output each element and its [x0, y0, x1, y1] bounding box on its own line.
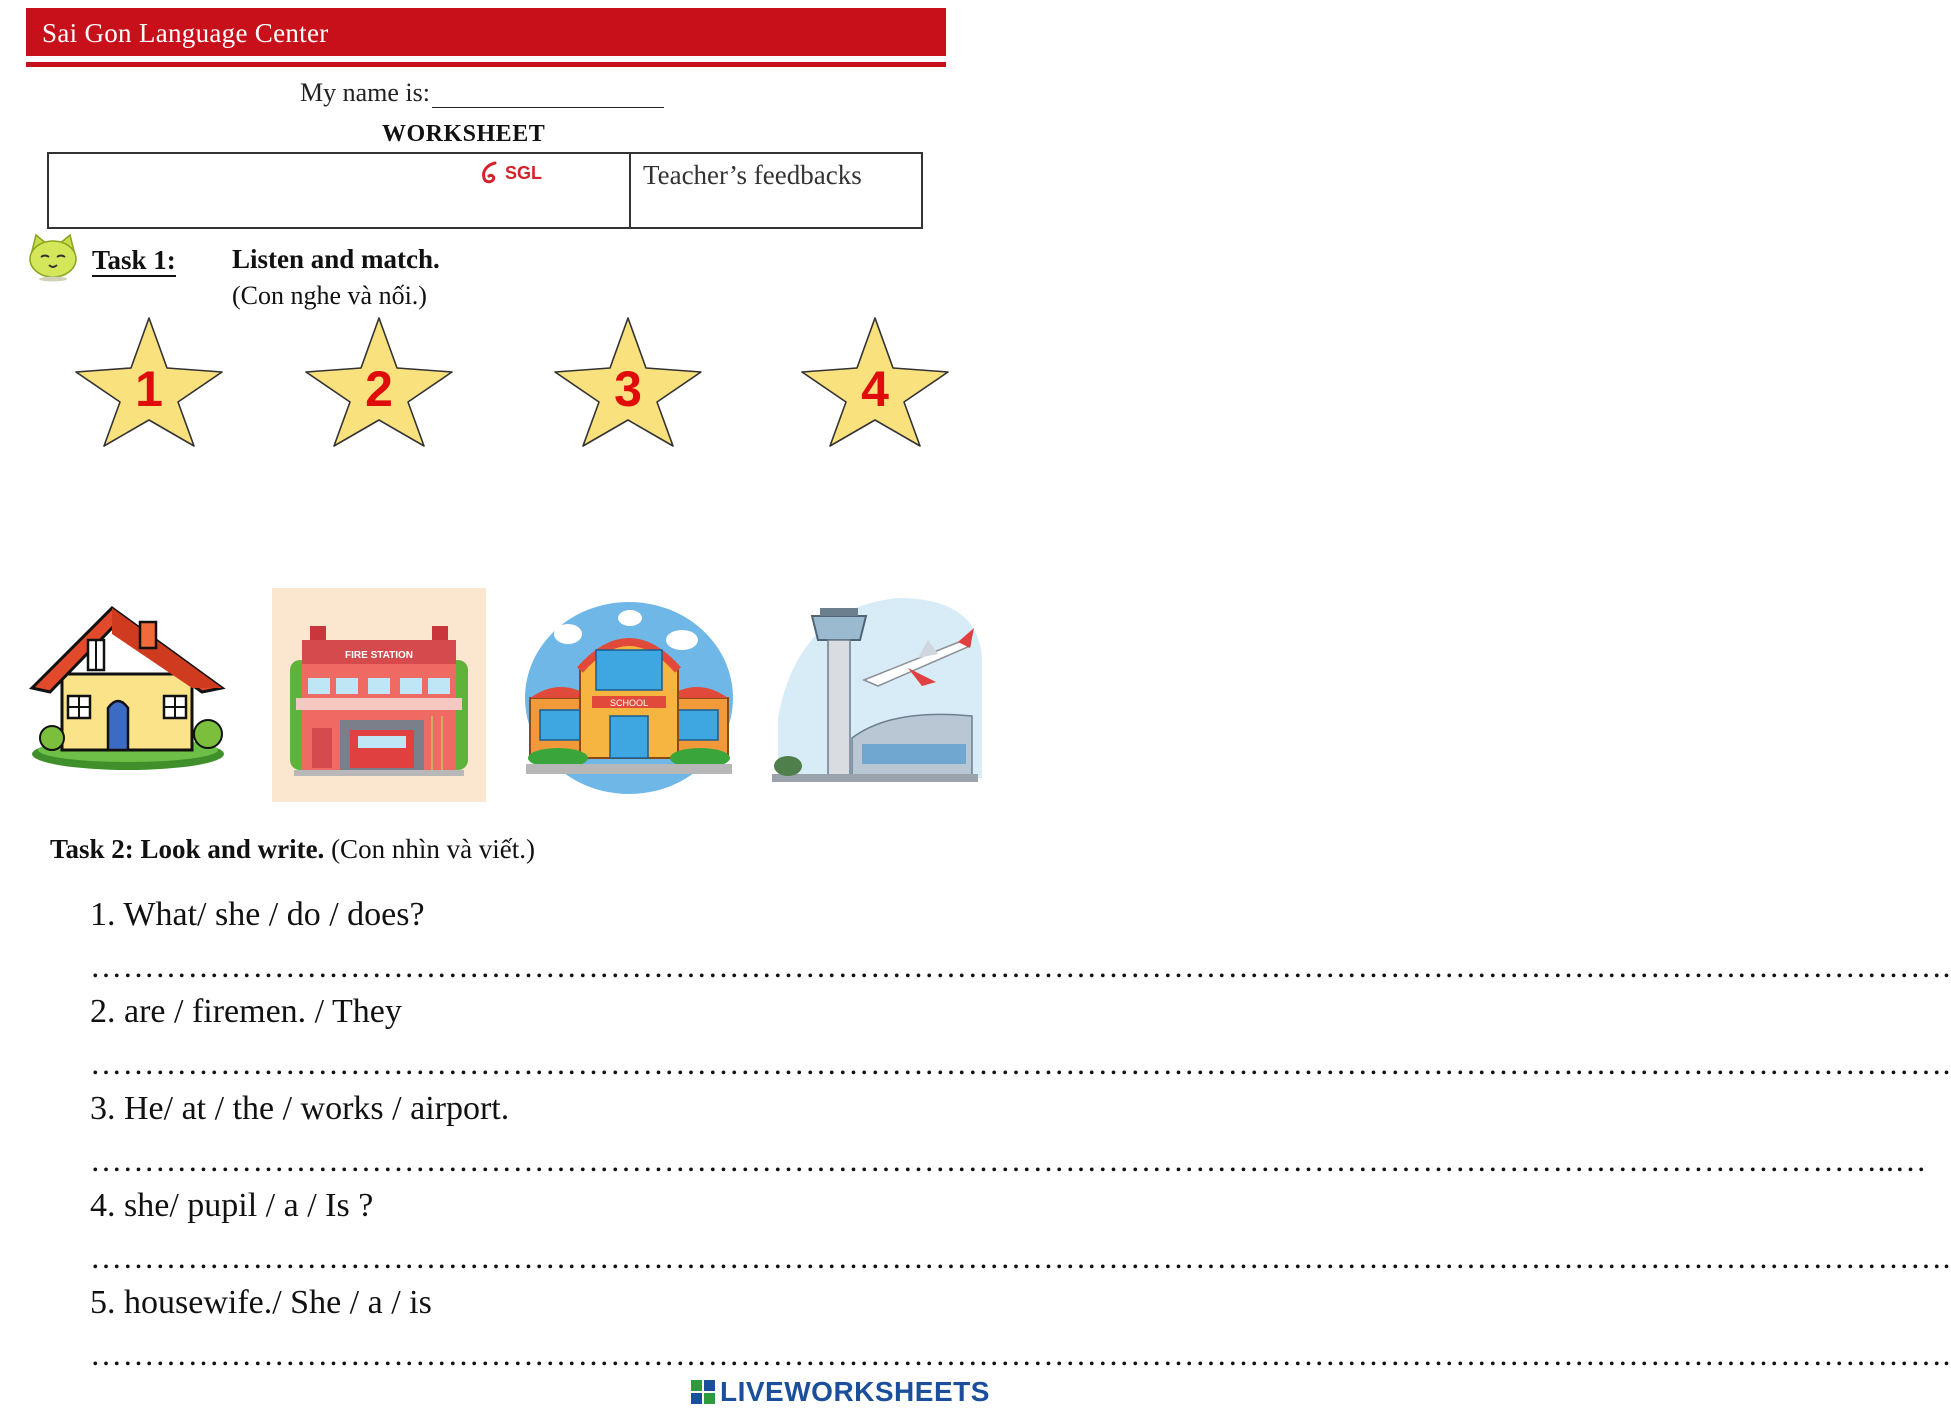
answer-line-2: ……………………………………………………………………………………………………………………………………………………….: [90, 1045, 1951, 1081]
header-banner: [26, 8, 946, 56]
question-2: 2. are / firemen. / They: [90, 993, 402, 1030]
star-target-2[interactable]: [304, 316, 454, 448]
answer-line-3: …………………………………………………………………………………………………………………………………………………..…: [90, 1142, 1927, 1178]
box-divider: [629, 154, 631, 227]
sgl-logo: [479, 160, 542, 186]
liveworksheets-logo-icon: [690, 1379, 716, 1405]
airport-picture[interactable]: [768, 588, 982, 802]
star-number: 2: [365, 361, 393, 417]
answer-line-1: ……………………………………………………………………………………………………………………………………………………….: [90, 948, 1951, 984]
answer-input-4[interactable]: [90, 1241, 830, 1270]
question-3: 3. He/ at / the / works / airport.: [90, 1090, 510, 1127]
task2-instruction-vi: (Con nhìn và viết.): [331, 834, 536, 864]
info-box: [47, 152, 923, 229]
logo-text: SGL: [505, 162, 543, 183]
task2-label: Task 2: Look and write.: [50, 834, 325, 864]
liveworksheets-text: LIVEWORKSHEETS: [720, 1376, 990, 1407]
task1-label: Task 1:: [92, 245, 176, 275]
task2-heading: [50, 834, 535, 865]
school-picture[interactable]: [522, 588, 736, 802]
task1-instruction-vi: (Con nghe và nối.): [232, 281, 427, 310]
answer-line-4: ……………………………………………………………………………………………………………………………………………………….: [90, 1239, 1951, 1275]
sgl-swirl-icon: [479, 160, 503, 186]
name-blank-field[interactable]: [432, 83, 664, 108]
worksheet-title: WORKSHEET: [382, 121, 546, 147]
star-target-3[interactable]: [553, 316, 703, 448]
answer-input-3[interactable]: [90, 1144, 830, 1173]
star-target-4[interactable]: [800, 316, 950, 448]
star-target-1[interactable]: [74, 316, 224, 448]
name-label: My name is:: [300, 78, 430, 107]
fire-station-picture[interactable]: [272, 588, 486, 802]
answer-input-1[interactable]: [90, 950, 830, 979]
cat-icon: [26, 233, 80, 281]
answer-input-5[interactable]: [90, 1338, 830, 1367]
task1-instruction: Listen and match.: [232, 244, 440, 274]
school-sign: SCHOOL: [609, 698, 649, 708]
question-1: 1. What/ she / do / does?: [90, 896, 425, 933]
answer-line-5: ……………………………………………………………………………………………………………………………………………………….: [90, 1336, 1951, 1372]
center-name: Sai Gon Language Center: [42, 18, 329, 48]
question-5: 5. housewife./ She / a / is: [90, 1284, 432, 1321]
house-picture[interactable]: [22, 588, 236, 802]
header-rule: [26, 62, 946, 67]
star-number: 1: [135, 361, 163, 417]
question-4: 4. she/ pupil / a / Is ?: [90, 1187, 374, 1224]
star-number: 4: [861, 361, 889, 417]
liveworksheets-brand[interactable]: [690, 1376, 990, 1408]
name-row: [300, 78, 664, 108]
teacher-feedback-label: Teacher’s feedbacks: [643, 160, 862, 190]
answer-input-2[interactable]: [90, 1047, 830, 1076]
star-number: 3: [614, 361, 642, 417]
fire-station-sign: FIRE STATION: [345, 650, 413, 661]
